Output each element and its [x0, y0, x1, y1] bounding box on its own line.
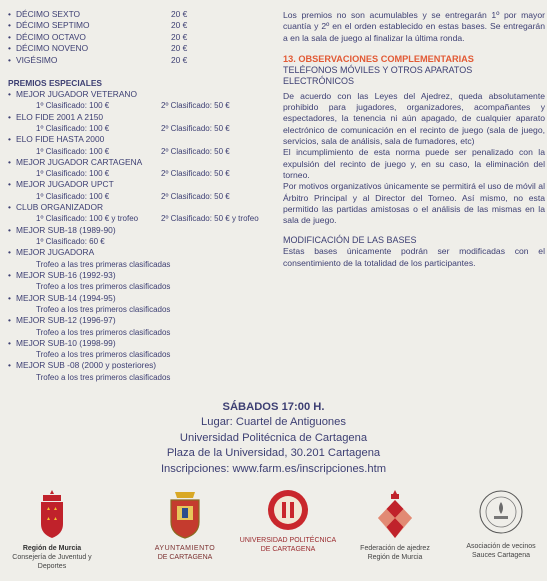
prize-amount: 20 €	[171, 31, 188, 42]
logo-subtitle: DE CARTAGENA	[260, 546, 316, 553]
special-prizes-title: PREMIOS ESPECIALES	[8, 78, 103, 89]
left-column	[8, 0, 270, 383]
special-prize-item: • CLUB ORGANIZADOR 1º Clasificado: 100 € y trofeo 2º Clasificado: 50 € y trofeo	[8, 202, 270, 225]
first-place: 1º Clasificado: 100 €	[36, 146, 110, 156]
special-prize-item: • MEJOR SUB-10 (1998-99) Trofeo a los tres primeros clasificados	[8, 338, 270, 361]
prize-label: VIGÉSIMO	[16, 54, 58, 65]
prizes-note: Los premios no son acumulables y se entregarán 1º por mayor cuantía y 2º en el orden establecido en estas bases. Se entregarán a en la sala de juego al finalizar la última ronda.	[283, 10, 545, 43]
trophy-text: Trofeo a las tres primeras clasificadas	[36, 259, 171, 269]
prize-row: • DÉCIMO SEPTIMO 20 €	[8, 20, 188, 31]
venue-address: Plaza de la Universidad, 30.201 Cartagena	[166, 447, 381, 460]
second-place: 2º Clasificado: 50 €	[161, 124, 230, 134]
second-place: 2º Clasificado: 50 €	[161, 146, 230, 156]
prize-label: DÉCIMO SEXTO	[16, 9, 81, 19]
logo-subtitle: DE CARTAGENA	[157, 554, 213, 561]
special-prize-item: • ELO FIDE 2001 A 2150 1º Clasificado: 100 € 2º Clasificado: 50 €	[8, 112, 270, 135]
special-prize-item: • MEJOR SUB-18 (1989-90) 1º Clasificado: 60 €	[8, 225, 270, 248]
observations-subtitle: TELÉFONOS MÓVILES Y OTROS APARATOS ELECTRÓNICOS	[283, 64, 473, 86]
special-prize-label: MEJOR SUB-12 (1996-97)	[16, 315, 116, 326]
right-column	[283, 0, 545, 269]
special-prize-label: ELO FIDE HASTA 2000	[16, 134, 105, 145]
cartagena-crest-icon	[163, 488, 207, 540]
logo-subtitle: Región de Murcia	[367, 554, 423, 561]
rules-paragraph: De acuerdo con las Leyes del Ajedrez, queda absolutamente prohibido para jugadores, organizadores, acompañantes y espectadores, la tenencia ni aún apagado, de cualquier aparato electrónico de comunicación en el recinto de juego (sala de juego, servicios, sala de análisis, sala de fumadores, etc)	[283, 90, 545, 147]
logo-name: AYUNTAMIENTO	[154, 545, 216, 552]
venue-block	[0, 400, 547, 477]
special-prize-item: • MEJOR JUGADOR VETERANO 1º Clasificado: 100 € 2º Clasificado: 50 €	[8, 89, 270, 112]
first-place: 1º Clasificado: 60 €	[36, 237, 105, 247]
prize-amount: 20 €	[171, 54, 188, 65]
prize-row: • DÉCIMO NOVENO 20 €	[8, 43, 188, 54]
logo-federacion	[352, 488, 438, 562]
special-prize-detail	[16, 168, 270, 179]
special-prizes-list	[8, 89, 270, 383]
venue-place: Lugar: Cuartel de Antiguones	[201, 416, 346, 429]
rules-paragraph: El incumplimiento de esta norma puede ser penalizado con la expulsión del recinto de juego y, en su caso, la eliminación del torneo.	[283, 147, 545, 180]
logo-subtitle: Sauces Cartagena	[472, 552, 530, 559]
trophy-text: Trofeo a los tres primeros clasificados	[36, 350, 171, 360]
upct-seal-icon	[266, 488, 310, 532]
special-prize-item: • MEJOR SUB-14 (1994-95) Trofeo a los tres primeros clasificados	[8, 293, 270, 316]
second-place: 2º Clasificado: 50 €	[161, 169, 230, 179]
prize-list	[8, 9, 270, 66]
logo-ayuntamiento	[138, 488, 232, 562]
observations-title: 13. OBSERVACIONES COMPLEMENTARIAS	[283, 53, 474, 64]
special-prize-label: MEJOR SUB -08 (2000 y posteriores)	[16, 360, 157, 371]
special-prize-item: • MEJOR SUB-16 (1992-93) Trofeo a los tres primeros clasificados	[8, 270, 270, 293]
special-prize-detail	[16, 123, 270, 134]
prize-row: • DÉCIMO SEXTO 20 €	[8, 9, 188, 19]
special-prize-label: MEJOR JUGADOR UPCT	[16, 179, 114, 190]
trophy-text: Trofeo a los tres primeros clasificados	[36, 304, 171, 314]
logo-name: Federación de ajedrez	[360, 545, 430, 552]
modification-paragraph: Estas bases únicamente podrán ser modificadas con el consentimiento de la totalidad de los participantes.	[283, 246, 545, 268]
special-prize-item: • ELO FIDE HASTA 2000 1º Clasificado: 100 € 2º Clasificado: 50 €	[8, 134, 270, 157]
special-prize-detail	[16, 100, 270, 111]
prize-row: • VIGÉSIMO 20 €	[8, 54, 188, 65]
special-prize-label: MEJOR SUB-16 (1992-93)	[16, 269, 116, 280]
murcia-shield-icon	[37, 488, 67, 540]
special-prize-detail	[16, 236, 270, 247]
venue-institution: Universidad Politécnica de Cartagena	[179, 431, 368, 444]
registration-link: Inscripciones: www.farm.es/inscripciones.htm	[160, 462, 387, 475]
first-place: 1º Clasificado: 100 €	[36, 169, 110, 179]
special-prize-label: ELO FIDE 2001 A 2150	[16, 111, 104, 122]
sponsor-logos	[0, 488, 547, 578]
special-prize-label: MEJOR SUB-10 (1998-99)	[16, 337, 116, 348]
special-prize-detail	[16, 349, 270, 360]
special-prize-item: • MEJOR JUGADOR UPCT 1º Clasificado: 100 € 2º Clasificado: 50 €	[8, 179, 270, 202]
logo-asociacion	[458, 488, 544, 560]
prize-amount: 20 €	[171, 20, 188, 31]
schedule-heading: SÁBADOS 17:00 H.	[222, 401, 325, 413]
trophy-text: Trofeo a los tres primeros clasificados	[36, 372, 171, 382]
neighbors-association-seal-icon	[478, 488, 524, 538]
prize-label: DÉCIMO SEPTIMO	[16, 20, 90, 31]
logo-name: Región de Murcia	[22, 545, 82, 552]
special-prize-label: MEJOR SUB-14 (1994-95)	[16, 292, 116, 303]
second-place: 2º Clasificado: 50 €	[161, 191, 230, 201]
special-prize-item: • MEJOR JUGADORA Trofeo a las tres primeras clasificadas	[8, 247, 270, 270]
special-prize-detail	[16, 191, 270, 202]
logo-subtitle: Consejería de Juventud y Deportes	[12, 554, 92, 570]
logo-region-murcia	[2, 488, 102, 571]
trophy-text: Trofeo a los tres primeros clasificados	[36, 327, 171, 337]
prize-amount: 20 €	[171, 9, 188, 19]
modification-title: MODIFICACIÓN DE LAS BASES	[283, 235, 417, 246]
first-place: 1º Clasificado: 100 €	[36, 124, 110, 134]
prize-label: DÉCIMO OCTAVO	[16, 31, 86, 42]
special-prize-detail	[16, 259, 270, 270]
special-prize-detail	[16, 146, 270, 157]
first-place: 1º Clasificado: 100 €	[36, 191, 110, 201]
special-prize-item: • MEJOR SUB -08 (2000 y posteriores) Trofeo a los tres primeros clasificados	[8, 360, 270, 383]
special-prize-label: MEJOR SUB-18 (1989-90)	[16, 224, 116, 235]
special-prize-label: MEJOR JUGADOR CARTAGENA	[16, 156, 143, 167]
trophy-text: Trofeo a los tres primeros clasificados	[36, 282, 171, 292]
special-prize-detail	[16, 304, 270, 315]
logo-name: UNIVERSIDAD POLITÉCNICA	[239, 537, 337, 544]
special-prize-item: • MEJOR SUB-12 (1996-97) Trofeo a los tres primeros clasificados	[8, 315, 270, 338]
logo-upct	[236, 488, 340, 554]
second-place: 2º Clasificado: 50 € y trofeo	[161, 214, 259, 224]
special-prize-detail	[16, 281, 270, 292]
logo-name: Asociación de vecinos	[466, 543, 536, 550]
special-prize-label: MEJOR JUGADOR VETERANO	[16, 89, 137, 100]
special-prize-label: MEJOR JUGADORA	[16, 247, 95, 258]
chess-federation-icon	[374, 488, 416, 540]
special-prize-label: CLUB ORGANIZADOR	[16, 202, 104, 213]
special-prize-detail	[16, 372, 270, 383]
first-place: 1º Clasificado: 100 €	[36, 101, 110, 111]
prize-row: • DÉCIMO OCTAVO 20 €	[8, 31, 188, 42]
prize-label: DÉCIMO NOVENO	[16, 43, 89, 54]
special-prize-detail	[16, 327, 270, 338]
prize-amount: 20 €	[171, 43, 188, 54]
special-prize-item: • MEJOR JUGADOR CARTAGENA 1º Clasificado: 100 € 2º Clasificado: 50 €	[8, 157, 270, 180]
first-place: 1º Clasificado: 100 € y trofeo	[36, 214, 139, 224]
rules-paragraph: Por motivos organizativos únicamente se permitirá el uso de móvil al Árbitro Principal y al Director del Torneo. Así mismo, no esta permitido las partidas amistosas o el análisis de las mismas en la sala de juego.	[283, 181, 545, 226]
second-place: 2º Clasificado: 50 €	[161, 101, 230, 111]
special-prize-detail	[16, 213, 270, 224]
